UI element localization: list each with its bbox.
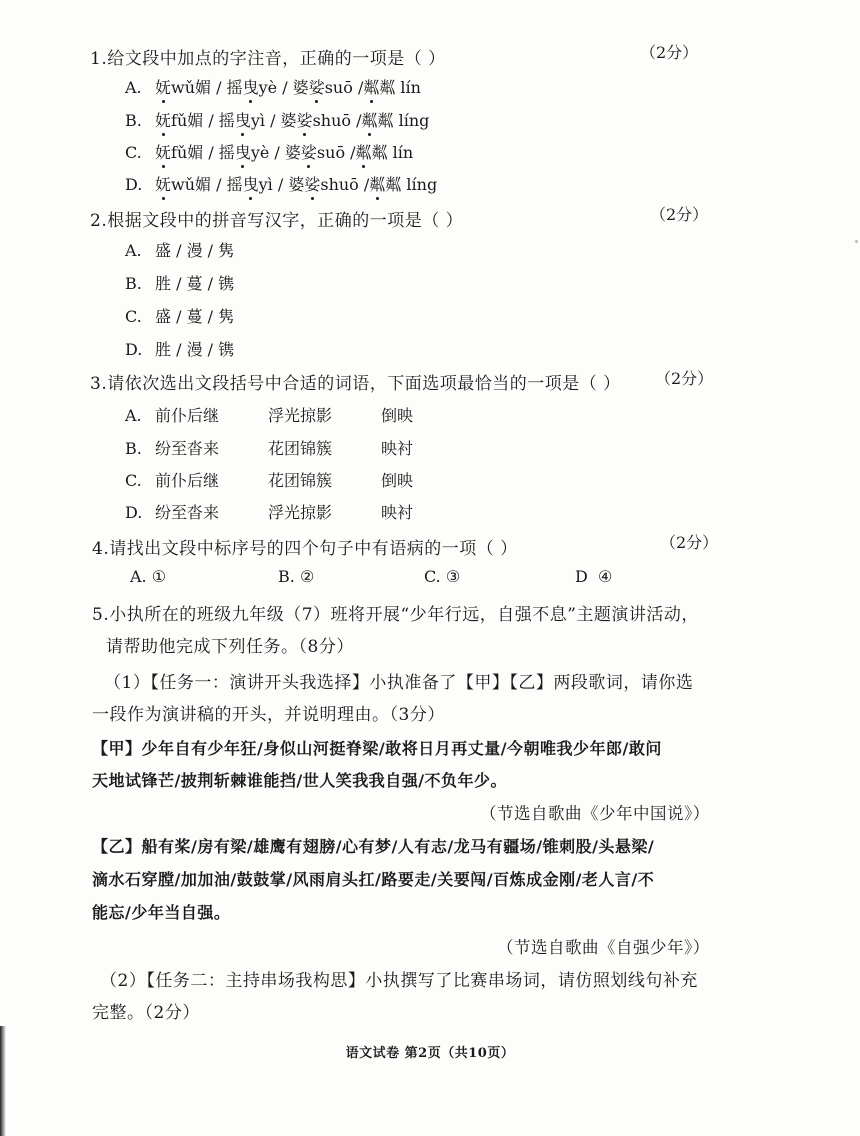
option-word: 花团锦簇: [268, 471, 333, 490]
dotted-char: 曳: [243, 172, 259, 195]
lyrics-jia: 【甲】少年自有少年狂/身似山河挺脊梁/敢将日月再丈量/今朝唯我少年郎/敢问: [92, 739, 662, 758]
option-letter: D: [575, 567, 588, 586]
option-letter: A.: [130, 567, 147, 586]
option-text: shuō /: [312, 111, 362, 130]
q1-stem: 1.给文段中加点的字注音，正确的一项是（ ）: [90, 49, 446, 69]
q4-stem: 4.请找出文段中标序号的四个句子中有语病的一项（ ）: [92, 539, 518, 559]
option-letter: D.: [125, 503, 143, 522]
option-word: 倒映: [381, 406, 414, 425]
q5-task2-cont: 完整。（2分）: [92, 1003, 200, 1023]
dotted-char: 妩: [155, 172, 171, 195]
option-mark: ③: [445, 567, 461, 586]
lyrics-jia-cont: 天地试锋芒/披荆斩棘谁能挡/世人笑我我自强/不负年少。: [92, 771, 508, 790]
dotted-char: 曳: [243, 75, 259, 98]
option-text: suō /: [324, 78, 364, 97]
dotted-char: 娑: [309, 75, 325, 98]
scan-smudge: [855, 240, 858, 243]
lyrics-yi-source: （节选自歌曲《自强少年》）: [497, 938, 710, 957]
dotted-char: 妩: [155, 108, 171, 131]
option-word: 前仆后继: [155, 406, 220, 425]
q5-task2: （2）【任务二：主持串场我构思】小执撰写了比赛串场词，请仿照划线句补充: [100, 971, 698, 991]
q4-option-b[interactable]: [278, 567, 314, 586]
option-letter: C.: [125, 307, 142, 326]
option-mark: ①: [151, 567, 167, 586]
option-text: 粼 líng: [377, 111, 430, 130]
option-letter: D.: [125, 340, 143, 359]
dotted-char: 妩: [155, 75, 171, 98]
page-footer: 语文试卷 第2页（共10页）: [345, 1046, 515, 1061]
option-text: 胜 / 蔓 / 镌: [155, 274, 235, 293]
q3-option-d[interactable]: [125, 500, 413, 523]
option-text: suō /: [316, 143, 356, 162]
option-letter: A.: [125, 406, 142, 425]
dotted-char: 曳: [235, 140, 251, 163]
option-text: 粼 lín: [379, 78, 421, 97]
lyrics-yi: 【乙】船有桨/房有梁/雄鹰有翅膀/心有梦/人有志/龙马有疆场/锥刺股/头悬梁/: [92, 837, 655, 856]
dotted-char: 曳: [235, 108, 251, 131]
option-text: wǔ媚 / 摇: [171, 175, 243, 194]
q2-option-a[interactable]: [125, 238, 234, 261]
option-text: yè / 婆: [258, 78, 309, 97]
option-letter: B.: [125, 274, 142, 293]
q5-task1: （1）【任务一：演讲开头我选择】小执准备了【甲】【乙】两段歌词，请你选: [104, 673, 694, 693]
option-text: fǔ媚 / 摇: [171, 111, 235, 130]
q4-score: （2分）: [660, 533, 719, 552]
option-text: yì / 婆: [258, 175, 305, 194]
q3-score: （2分）: [655, 369, 714, 388]
option-text: 粼 líng: [385, 175, 438, 194]
dotted-char: 妩: [155, 140, 171, 163]
q1-option-d[interactable]: [125, 172, 437, 195]
q3-stem: 3.请依次选出文段括号中合适的词语，下面选项最恰当的一项是（ ）: [90, 374, 621, 394]
option-text: shuō /: [320, 175, 370, 194]
dotted-char: 粼: [369, 172, 385, 195]
option-letter: B.: [125, 111, 142, 130]
option-text: fǔ媚 / 摇: [171, 143, 235, 162]
q1-option-c[interactable]: [125, 140, 413, 163]
option-text: 粼 lín: [371, 143, 414, 162]
option-word: 前仆后继: [155, 471, 220, 490]
lyrics-yi-cont2: 能忘/少年当自强。: [92, 903, 231, 922]
q2-option-d[interactable]: [125, 337, 234, 360]
dotted-char: 娑: [301, 140, 317, 163]
q5-stem: 5.小执所在的班级九年级（7）班将开展“少年行远，自强不息”主题演讲活动，: [92, 605, 699, 625]
scan-edge-shadow: [0, 1026, 6, 1136]
option-letter: B.: [278, 567, 295, 586]
option-word: 倒映: [381, 471, 414, 490]
option-word: 花团锦簇: [268, 439, 333, 458]
q1-score: （2分）: [640, 43, 699, 62]
option-text: 盛 / 蔓 / 隽: [155, 307, 235, 326]
option-text: 盛 / 漫 / 隽: [155, 241, 235, 260]
option-word: 纷至沓来: [155, 503, 220, 522]
option-letter: B.: [125, 439, 142, 458]
q3-option-a[interactable]: [125, 403, 413, 426]
q5-stem-cont: 请帮助他完成下列任务。（8分）: [106, 637, 354, 657]
dotted-char: 娑: [304, 172, 320, 195]
q1-option-a[interactable]: [125, 75, 421, 98]
dotted-char: 娑: [297, 108, 313, 131]
option-mark: ②: [299, 567, 315, 586]
option-letter: C.: [125, 471, 142, 490]
option-text: yì / 婆: [250, 111, 297, 130]
q1-option-b[interactable]: [125, 108, 429, 131]
option-word: 映衬: [381, 503, 414, 522]
q2-option-b[interactable]: [125, 271, 234, 294]
option-letter: A.: [125, 241, 142, 260]
option-word: 浮光掠影: [268, 503, 333, 522]
dotted-char: 粼: [363, 75, 379, 98]
dotted-char: 粼: [356, 140, 372, 163]
option-mark: ④: [598, 567, 613, 586]
q3-option-b[interactable]: [125, 436, 413, 459]
lyrics-jia-source: （节选自歌曲《少年中国说》）: [480, 804, 710, 823]
q4-option-a[interactable]: [130, 567, 166, 586]
option-word: 纷至沓来: [155, 439, 220, 458]
lyrics-yi-cont: 滴水石穿膛/加加油/鼓鼓掌/风雨肩头扛/路要走/关要闯/百炼成金刚/老人言/不: [92, 870, 655, 889]
option-letter: D.: [125, 175, 143, 194]
q4-option-d[interactable]: [575, 567, 612, 586]
option-text: yè / 婆: [250, 143, 301, 162]
q3-option-c[interactable]: [125, 468, 413, 491]
q2-option-c[interactable]: [125, 304, 234, 327]
option-word: 映衬: [381, 439, 414, 458]
option-text: wǔ媚 / 摇: [171, 78, 243, 97]
option-letter: C.: [125, 143, 142, 162]
q4-option-c[interactable]: [424, 567, 460, 586]
option-letter: C.: [424, 567, 441, 586]
option-word: 浮光掠影: [268, 406, 333, 425]
option-letter: A.: [125, 78, 142, 97]
q5-task1-cont: 一段作为演讲稿的开头，并说明理由。（3分）: [92, 705, 445, 725]
q2-score: （2分）: [650, 205, 709, 224]
dotted-char: 粼: [362, 108, 378, 131]
option-text: 胜 / 漫 / 镌: [155, 340, 235, 359]
q2-stem: 2.根据文段中的拼音写汉字，正确的一项是（ ）: [90, 211, 464, 231]
